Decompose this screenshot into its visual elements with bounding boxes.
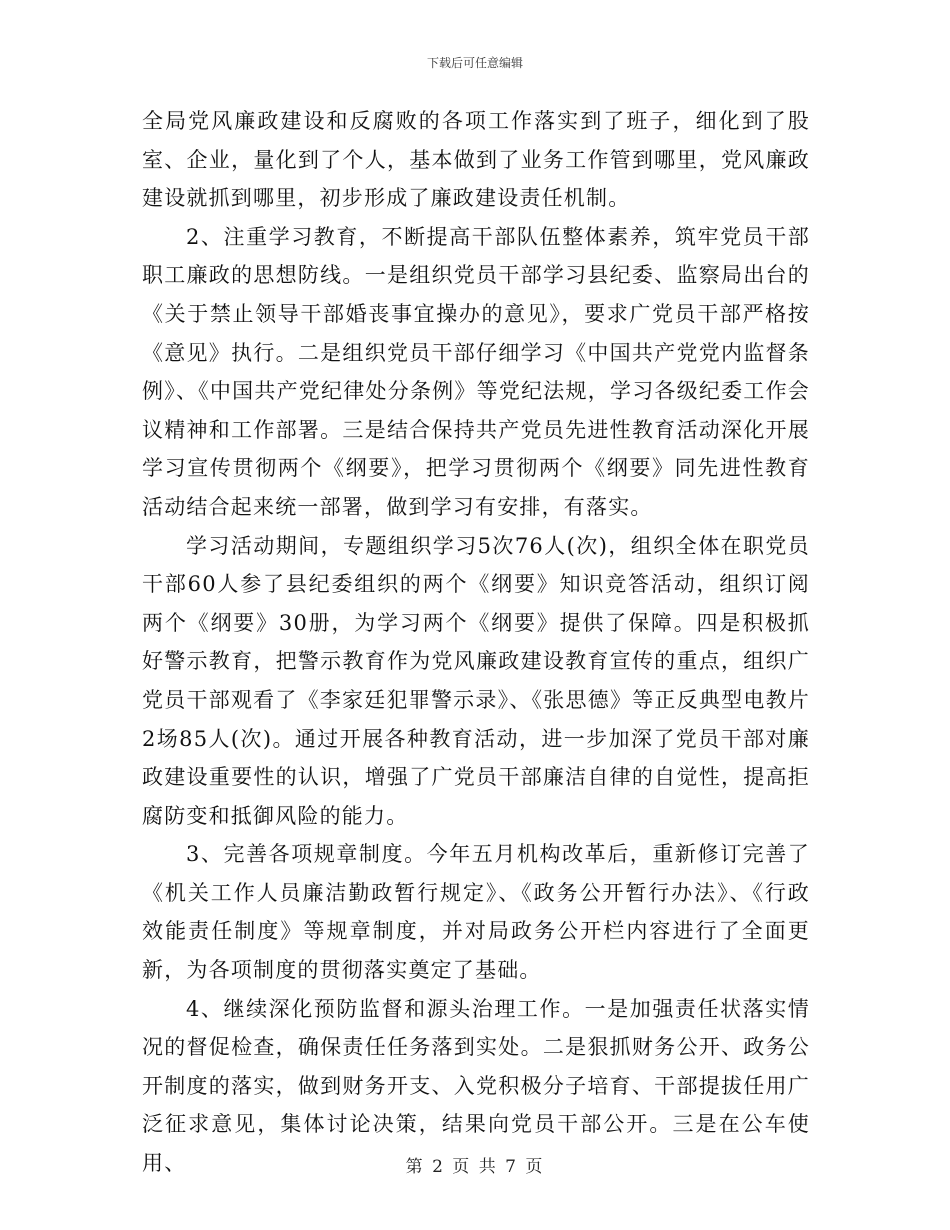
page-header-note: 下载后可任意编辑 <box>426 56 523 70</box>
paragraph-3: 学习活动期间，专题组织学习5次76人(次)，组织全体在职党员干部60人参了县纪委组织的两个《纲要》知识竞答活动，组织订阅两个《纲要》30册，为学习两个《纲要》提供了保障。四是积极抓好警示教育，把警示教育作为党风廉政建设教育宣传的重点，组织广党员干部观看了《李家廷犯罪警示录》、《张思德》等正反典型电教片2场85人(次)。通过开展各种教育活动，进一步加深了党员干部对廉政建设重要性的认识，增强了广党员干部廉洁自律的自觉性，提高拒腐防变和抵御风险的能力。 <box>142 533 810 828</box>
document-body <box>142 102 810 1183</box>
page-number-footer: 第 2 页 共 7 页 <box>405 1157 545 1177</box>
paragraph-1: 全局党风廉政建设和反腐败的各项工作落实到了班子，细化到了股室、企业，量化到了个人，基本做到了业务工作管到哪里，党风廉政建设就抓到哪里，初步形成了廉政建设责任机制。 <box>142 109 810 211</box>
paragraph-4: 3、完善各项规章制度。今年五月机构改革后，重新修订完善了《机关工作人员廉洁勤政暂行规定》、《政务公开暂行办法》、《行政效能责任制度》等规章制度，并对局政务公开栏内容进行了全面更新，为各项制度的贯彻落实奠定了基础。 <box>142 842 810 983</box>
paragraph-5: 4、继续深化预防监督和源头治理工作。一是加强责任状落实情况的督促检查，确保责任任务落到实处。二是狠抓财务公开、政务公开制度的落实，做到财务开支、入党积极分子培育、干部提拔任用广泛征求意见，集体讨论决策，结果向党员干部公开。三是在公车使用、 <box>142 996 810 1176</box>
paragraph-2: 2、注重学习教育，不断提高干部队伍整体素养，筑牢党员干部职工廉政的思想防线。一是组织党员干部学习县纪委、监察局出台的《关于禁止领导干部婚丧事宜操办的意见》，要求广党员干部严格按《意见》执行。二是组织党员干部仔细学习《中国共产党党内监督条例》、《中国共产党纪律处分条例》等党纪法规，学习各级纪委工作会议精神和工作部署。三是结合保持共产党员先进性教育活动深化开展学习宣传贯彻两个《纲要》，把学习贯彻两个《纲要》同先进性教育活动结合起来统一部署，做到学习有安排，有落实。 <box>142 224 810 519</box>
